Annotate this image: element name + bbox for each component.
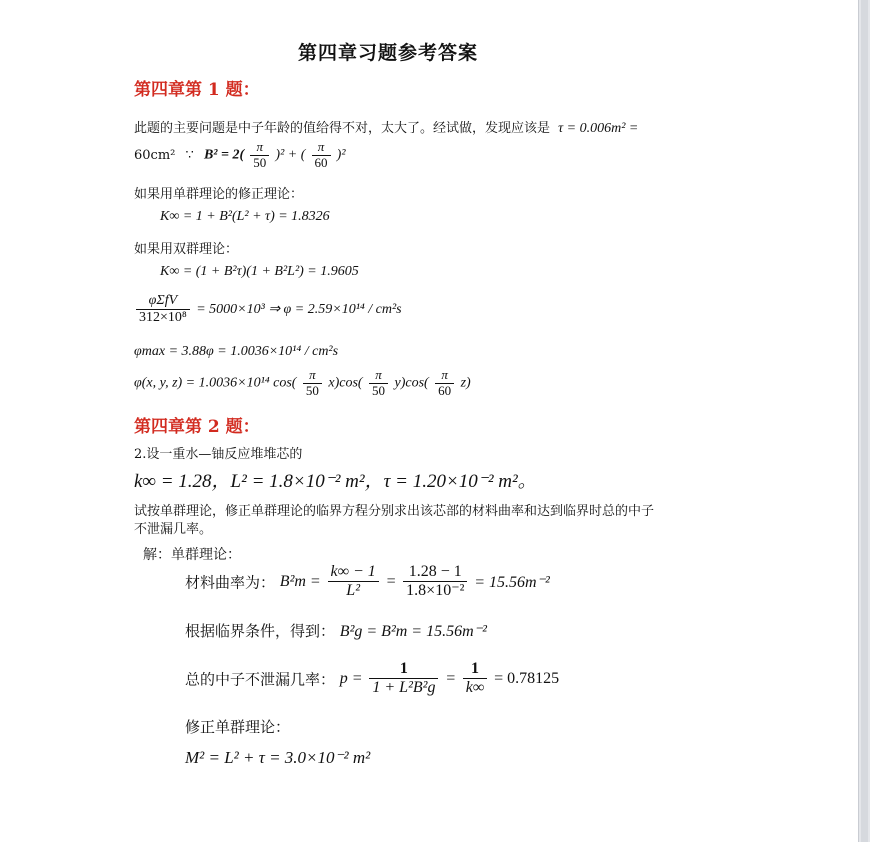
q1-single-label: 如果用单群理论的修正理论：	[134, 187, 304, 202]
q1-frac-num: π	[435, 368, 454, 384]
q2-leakage-den1: 1 + L²B²g	[372, 679, 436, 697]
q2-solution-label: 解：单群理论：	[143, 547, 241, 563]
q2-task-line2: 不泄漏几率。	[134, 522, 213, 537]
q1-phimax-eq: φmax = 3.88φ = 1.0036×10¹⁴ / cm²s	[134, 344, 339, 359]
q2-critical-label: 根据临界条件，得到：	[185, 622, 336, 640]
q2-eq-sign: =	[385, 572, 397, 590]
q1-double-label: 如果用双群理论：	[134, 242, 239, 257]
q1-cos-x: x)cos(	[328, 375, 363, 391]
q1-cos-y: y)cos(	[394, 375, 429, 391]
q2-leakage-frac1	[369, 660, 438, 698]
q2-critical-line	[185, 620, 487, 641]
page-title: 第四章习题参考答案	[298, 42, 479, 64]
q1-frac-num: π	[312, 140, 331, 156]
q1-frac-num: π	[369, 368, 388, 384]
q1-phixyz-line	[134, 368, 471, 399]
scrollbar-track[interactable]	[859, 0, 870, 842]
q2-leakage-line	[185, 660, 559, 698]
q1-frac-num: π	[303, 368, 322, 384]
q1-flux-rest: = 5000×10³ ⇒ φ = 2.59×10¹⁴ / cm²s	[196, 302, 402, 318]
q2-material-line	[185, 563, 550, 601]
q1-flux-frac	[136, 293, 190, 326]
q1-flux-den: 312×10⁸	[139, 310, 187, 326]
q1-frac-den: 50	[253, 154, 267, 170]
q2-params: k∞ = 1.28，L² = 1.8×10⁻² m²，τ = 1.20×10⁻² m²。	[134, 471, 537, 492]
q2-material-den2: 1.8×10⁻²	[406, 582, 465, 600]
q1-area: 60cm²	[134, 147, 176, 163]
q2-intro: 2.设一重水—铀反应堆堆芯的	[134, 447, 303, 462]
q1-frac-den: 50	[372, 382, 386, 398]
q2-task-line1: 试按单群理论，修正单群理论的临界方程分别求出该芯部的材料曲率和达到临界时总的中子	[134, 504, 655, 519]
q2-leakage-frac2	[463, 660, 488, 698]
q2-modified-label: 修正单群理论：	[185, 718, 291, 736]
q1-frac-den: 50	[305, 382, 319, 398]
q1-frac-pi-50	[250, 140, 269, 171]
q1-because: ∵	[185, 147, 194, 163]
q2-leakage-num2: 1	[463, 660, 488, 679]
q1-frac-num: π	[250, 140, 269, 156]
q1-b2-end: )²	[336, 147, 346, 163]
q2-material-label: 材料曲率为：	[185, 573, 276, 592]
q2-leakage-label: 总的中子不泄漏几率：	[185, 670, 336, 689]
q1-intro	[134, 117, 638, 137]
q1-double-eq: K∞ = (1 + B²τ)(1 + B²L²) = 1.9605	[160, 264, 359, 279]
q1-frac-pi-50-y	[369, 368, 388, 399]
q2-material-result: = 15.56m⁻²	[474, 573, 550, 591]
q1-tau-value: τ = 0.006m² =	[558, 121, 639, 136]
q1-flux-num: φΣfV	[136, 293, 190, 310]
q2-leakage-num1: 1	[369, 660, 438, 679]
q2-material-lhs: B²m =	[279, 572, 321, 590]
q2-critical-eq: B²g = B²m = 15.56m⁻²	[339, 623, 487, 640]
q1-intro-text: 此题的主要问题是中子年龄的值给得不对，太大了。经试做，发现应该是	[134, 121, 551, 136]
q1-frac-pi-60	[312, 140, 331, 171]
q1-heading: 第四章第 1 题：	[134, 80, 260, 100]
q1-flux-line	[134, 293, 402, 326]
q1-frac-den: 60	[314, 154, 328, 170]
q2-leakage-result: = 0.78125	[494, 669, 560, 687]
q1-b2-lhs: B² = 2(	[203, 147, 245, 163]
q2-material-num2: 1.28 − 1	[403, 563, 467, 582]
q1-phixyz-lhs: φ(x, y, z) = 1.0036×10¹⁴ cos(	[134, 375, 297, 391]
q2-material-den1: L²	[346, 582, 360, 600]
q1-b2-line	[134, 140, 346, 171]
q1-single-eq: K∞ = 1 + B²(L² + τ) = 1.8326	[160, 209, 330, 224]
q2-heading: 第四章第 2 题：	[134, 417, 260, 437]
q2-eq-sign: =	[445, 669, 457, 687]
q1-b2-mid: )² + (	[275, 147, 306, 163]
q2-leakage-lhs: p =	[339, 669, 363, 687]
q1-frac-den: 60	[438, 382, 452, 398]
scrollbar-thumb[interactable]	[861, 0, 868, 842]
q1-cos-z: z)	[460, 375, 471, 391]
q2-leakage-den2: k∞	[465, 679, 485, 697]
q2-material-num1: k∞ − 1	[328, 563, 379, 582]
q1-frac-pi-50-x	[303, 368, 322, 399]
q1-frac-pi-60-z	[435, 368, 454, 399]
q2-material-frac1	[328, 563, 379, 601]
q2-m2-eq: M² = L² + τ = 3.0×10⁻² m²	[185, 748, 371, 767]
q2-material-frac2	[403, 563, 467, 601]
